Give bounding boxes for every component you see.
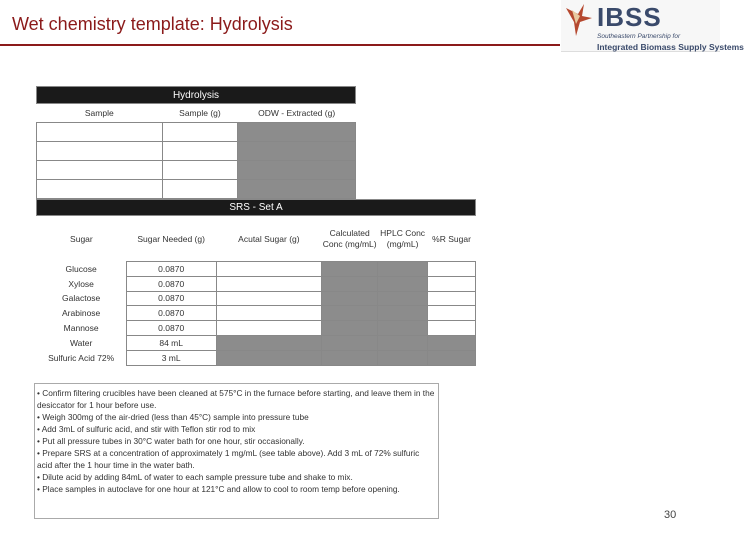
hplc-conc-cell (378, 291, 428, 306)
procedure-notes (34, 383, 439, 519)
sample-mass-cell[interactable] (162, 123, 238, 142)
sugar-needed-cell: 3 mL (126, 350, 216, 365)
note-line: • Confirm filtering crucibles have been cleaned at 575°C in the furnace before starting, and leave them in the desiccator for 1 hour before use. (37, 388, 435, 410)
hplc-conc-cell (378, 321, 428, 336)
hplc-conc-cell (378, 335, 428, 350)
column-header: %R Sugar (432, 233, 471, 244)
actual-sugar-cell (216, 335, 322, 350)
sugar-needed-cell: 0.0870 (126, 306, 216, 321)
actual-sugar-cell[interactable] (216, 291, 322, 306)
sample-cell[interactable] (37, 161, 163, 180)
sugar-label: Xylose (37, 276, 127, 291)
hplc-conc-cell (378, 350, 428, 365)
sugar-label: Mannose (37, 321, 127, 336)
note-line: • Prepare SRS at a concentration of approximately 1 mg/mL (see table above). Add 3 mL of 72% sulfuric acid after the 1 hour time in the water bath. (37, 448, 420, 470)
table-row (37, 123, 356, 142)
table-row (37, 335, 476, 350)
sample-cell[interactable] (37, 123, 163, 142)
column-header: Acutal Sugar (g) (238, 233, 300, 244)
table-row (37, 276, 476, 291)
recovery-cell[interactable] (428, 321, 476, 336)
actual-sugar-cell[interactable] (216, 306, 322, 321)
sample-mass-cell[interactable] (162, 142, 238, 161)
logo-tagline-bottom: Integrated Biomass Supply Systems (597, 42, 744, 52)
recovery-cell (428, 335, 476, 350)
odw-cell (238, 180, 356, 199)
actual-sugar-cell (216, 350, 322, 365)
recovery-cell[interactable] (428, 262, 476, 277)
table-row (37, 321, 476, 336)
title-underline (0, 44, 560, 46)
column-header: Sugar Needed (g) (137, 233, 205, 244)
note-line: • Put all pressure tubes in 30°C water bath for one hour, stir occasionally. (37, 436, 305, 446)
column-header: Sugar (70, 233, 93, 244)
recovery-cell[interactable] (428, 291, 476, 306)
hplc-conc-cell (378, 276, 428, 291)
hydrolysis-table (36, 86, 356, 199)
table-row (37, 306, 476, 321)
bird-icon (564, 2, 594, 38)
hydrolysis-table-title: Hydrolysis (37, 87, 356, 104)
sample-cell[interactable] (37, 142, 163, 161)
calc-conc-cell (322, 306, 378, 321)
sugar-needed-cell: 84 mL (126, 335, 216, 350)
calc-conc-cell (322, 335, 378, 350)
odw-cell (238, 123, 356, 142)
table-row (37, 180, 356, 199)
sample-cell[interactable] (37, 180, 163, 199)
column-header: Sample (g) (179, 108, 221, 118)
sugar-needed-cell: 0.0870 (126, 262, 216, 277)
table-row (37, 350, 476, 365)
table-row (37, 262, 476, 277)
table-row (37, 291, 476, 306)
sugar-needed-cell: 0.0870 (126, 321, 216, 336)
calc-conc-cell (322, 262, 378, 277)
calc-conc-cell (322, 276, 378, 291)
slide-title: Wet chemistry template: Hydrolysis (12, 14, 293, 34)
logo-tagline-top: Southeastern Partnership for (597, 33, 681, 40)
srs-table (36, 199, 476, 366)
odw-cell (238, 142, 356, 161)
note-line: • Dilute acid by adding 84mL of water to each sample pressure tube and shake to mix. (37, 472, 353, 482)
sugar-label: Galactose (37, 291, 127, 306)
sugar-label: Glucose (37, 262, 127, 277)
sugar-label: Sulfuric Acid 72% (37, 350, 127, 365)
hplc-conc-cell (378, 262, 428, 277)
calc-conc-cell (322, 321, 378, 336)
calc-conc-cell (322, 350, 378, 365)
column-header: Calculated Conc (mg/mL) (322, 227, 377, 249)
sample-mass-cell[interactable] (162, 180, 238, 199)
recovery-cell[interactable] (428, 276, 476, 291)
recovery-cell (428, 350, 476, 365)
table-row (37, 142, 356, 161)
note-line: • Place samples in autoclave for one hour at 121°C and allow to cool to room temp before opening. (37, 484, 400, 494)
logo-wordmark: IBSS (597, 2, 662, 32)
sugar-needed-cell: 0.0870 (126, 291, 216, 306)
actual-sugar-cell[interactable] (216, 262, 322, 277)
note-line: • Add 3mL of sulfuric acid, and stir with Teflon stir rod to mix (37, 424, 256, 434)
recovery-cell[interactable] (428, 306, 476, 321)
sugar-label: Water (37, 335, 127, 350)
table-row (37, 161, 356, 180)
sugar-needed-cell: 0.0870 (126, 276, 216, 291)
sample-mass-cell[interactable] (162, 161, 238, 180)
column-header: ODW - Extracted (g) (258, 108, 336, 118)
ibss-logo (561, 0, 744, 52)
odw-cell (238, 161, 356, 180)
column-header: Sample (84, 108, 114, 118)
hplc-conc-cell (378, 306, 428, 321)
column-header: HPLC Conc (mg/mL) (380, 227, 426, 249)
actual-sugar-cell[interactable] (216, 276, 322, 291)
page-number: 30 (664, 509, 677, 521)
calc-conc-cell (322, 291, 378, 306)
sugar-label: Arabinose (37, 306, 127, 321)
srs-table-title: SRS - Set A (37, 200, 476, 216)
actual-sugar-cell[interactable] (216, 321, 322, 336)
note-line: • Weigh 300mg of the air-dried (less than 45°C) sample into pressure tube (37, 412, 309, 422)
